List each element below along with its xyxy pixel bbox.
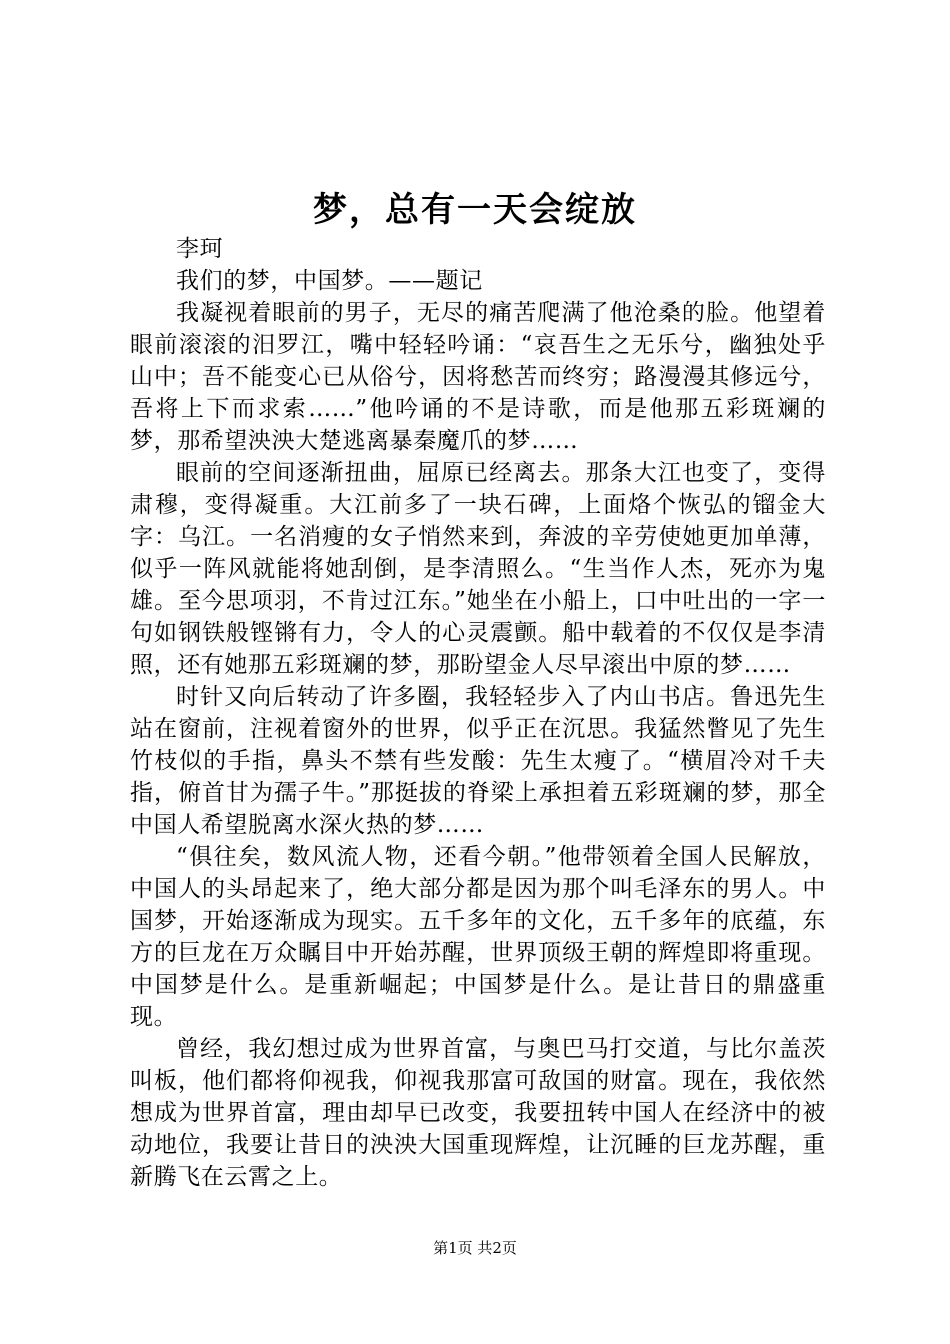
paragraph-qu-yuan: 我凝视着眼前的男子，无尽的痛苦爬满了他沧桑的脸。他望着眼前滚滚的汨罗江，嘴中轻轻吟诵：“哀吾生之无乐兮，幽独处乎山中；吾不能变心已从俗兮，因将愁苦而终穷；路漫漫其修远兮，吾将上下而求索……”他吟诵的不是诗歌，而是他那五彩斑斓的梦，那希望泱泱大楚逃离暴秦魔爪的梦……: [130, 300, 826, 454]
page-number-footer: 第1页 共2页: [433, 1239, 517, 1257]
document-title: 梦，总有一天会绽放: [313, 190, 637, 230]
paragraph-mao-zedong: “俱往矣，数风流人物，还看今朝。”他带领着全国人民解放，中国人的头昂起来了，绝大部分都是因为那个叫毛泽东的男人。中国梦，开始逐渐成为现实。五千多年的文化，五千多年的底蕴，东方的巨龙在万众瞩目中开始苏醒，世界顶级王朝的辉煌即将重现。中国梦是什么。是重新崛起；中国梦是什么。是让昔日的鼎盛重现。: [130, 844, 826, 1030]
paragraph-lu-xun: 时针又向后转动了许多圈，我轻轻步入了内山书店。鲁迅先生站在窗前，注视着窗外的世界，似乎正在沉思。我猛然瞥见了先生竹枝似的手指，鼻头不禁有些发酸：先生太瘦了。“横眉冷对千夫指，俯首甘为孺子牛。”那挺拔的脊梁上承担着五彩斑斓的梦，那全中国人希望脱离水深火热的梦……: [130, 684, 826, 838]
document-body: [130, 233, 826, 1193]
paragraph-li-qingzhao: 眼前的空间逐渐扭曲，屈原已经离去。那条大江也变了，变得肃穆，变得凝重。大江前多了一块石碑，上面烙个恢弘的镏金大字：乌江。一名消瘦的女子悄然来到，奔波的辛劳使她更加单薄，似乎一阵风就能将她刮倒，是李清照么。“生当作人杰，死亦为鬼雄。至今思项羽，不肯过江东。”她坐在小船上，口中吐出的一字一句如钢铁般铿锵有力，令人的心灵震颤。船中载着的不仅仅是李清照，还有她那五彩斑斓的梦，那盼望金人尽早滚出中原的梦……: [130, 460, 826, 678]
paragraph-epigraph: 我们的梦，中国梦。——题记: [176, 268, 483, 294]
author-line: 李珂: [176, 236, 224, 262]
paragraph-dream-richest: 曾经，我幻想过成为世界首富，与奥巴马打交道，与比尔盖茨叫板，他们都将仰视我，仰视我那富可敌国的财富。现在，我依然想成为世界首富，理由却早已改变，我要扭转中国人在经济中的被动地位，我要让昔日的泱泱大国重现辉煌，让沉睡的巨龙苏醒，重新腾飞在云霄之上。: [130, 1036, 826, 1190]
